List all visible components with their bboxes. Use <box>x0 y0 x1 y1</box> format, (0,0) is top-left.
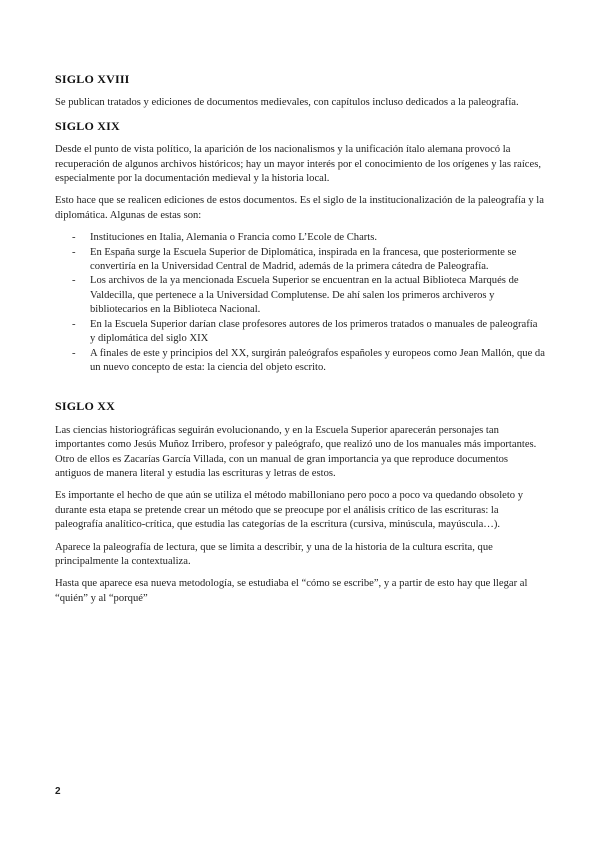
list-item <box>55 246 545 275</box>
section-siglo-xviii <box>55 72 545 111</box>
page-content <box>55 72 545 614</box>
list-marker: - <box>72 246 76 258</box>
paragraph: Se publican tratados y ediciones de documentos medievales, con capítulos incluso dedicados a la paleografía. <box>55 97 519 109</box>
paragraph: Las ciencias historiográficas seguirán evolucionando, y en la Escuela Superior aparecerán personajes tan importantes como Jesús Muñoz Irribero, profesor y paleógrafo, que realizó uno de los manuales más importantes. Otro de ellos es Zacarías García Villada, con un manual de gran importancia ya que reproduce documentos antiguos de manera literal y estudia las escrituras y letras de estos. <box>55 424 537 479</box>
list-item <box>55 231 545 245</box>
list-item-text: Instituciones en Italia, Alemania o Francia como L’Ecole de Charts. <box>90 232 378 244</box>
list-item <box>55 274 545 317</box>
list-marker: - <box>72 347 76 359</box>
list-item <box>55 347 545 376</box>
list-marker: - <box>72 232 76 244</box>
section-siglo-xix <box>55 119 545 376</box>
section-heading: SIGLO XX <box>55 399 115 414</box>
paragraph: Esto hace que se realicen ediciones de estos documentos. Es el siglo de la institucionalización de la paleografía y la diplomática. Algunas de estas son: <box>55 195 544 221</box>
list-item-text: Los archivos de la ya mencionada Escuela Superior se encuentran en la actual Biblioteca Marqués de Valdecilla, que pertenece a la Universidad Complutense. De ahí salen los primeros archiveros y bibliotecarios en la Biblioteca Nacional. <box>90 275 519 316</box>
paragraph: Desde el punto de vista político, la aparición de los nacionalismos y la unificación ítalo alemana provocó la recuperación de algunos archivos históricos; hay un mayor interés por el conocimiento de los orígenes y las raíces, especialmente por la documentación medieval y la historia local. <box>55 144 541 185</box>
section-heading: SIGLO XIX <box>55 118 120 133</box>
list-marker: - <box>72 275 76 287</box>
list-item-text: En la Escuela Superior darían clase profesores autores de los primeros tratados o manuales de paleografía y diplomática del siglo XIX <box>90 318 538 345</box>
page-number: 2 <box>55 786 61 797</box>
list-item-text: En España surge la Escuela Superior de Diplomática, inspirada en la francesa, que posteriormente se convertiría en la Universidad Central de Madrid, además de la primera cátedra de Paleografía. <box>90 246 517 273</box>
list-marker: - <box>72 318 76 330</box>
section-siglo-xx <box>55 399 545 606</box>
section-heading: SIGLO XVIII <box>55 72 130 86</box>
institutions-list <box>55 231 545 375</box>
paragraph: Es importante el hecho de que aún se utiliza el método mabilloniano pero poco a poco va quedando obsoleto y durante esta etapa se pretende crear un método que se preocupe por el análisis crítico de las escrituras: la paleografía analítico-crítica, que estudia las categorías de la escritura (cursiva, minúscula, mayúscula…). <box>55 490 524 531</box>
list-item-text: A finales de este y principios del XX, surgirán paleógrafos españoles y europeos como Jean Mallón, que da un nuevo concepto de esta: la ciencia del objeto escrito. <box>90 347 545 373</box>
paragraph: Aparece la paleografía de lectura, que se limita a describir, y una de la historia de la cultura escrita, que principalmente la contextualiza. <box>55 541 493 567</box>
paragraph: Hasta que aparece esa nueva metodología, se estudiaba el “cómo se escribe”, y a partir de esto hay que llegar al “quién” y al “porqué” <box>55 578 528 604</box>
list-item <box>55 318 545 347</box>
